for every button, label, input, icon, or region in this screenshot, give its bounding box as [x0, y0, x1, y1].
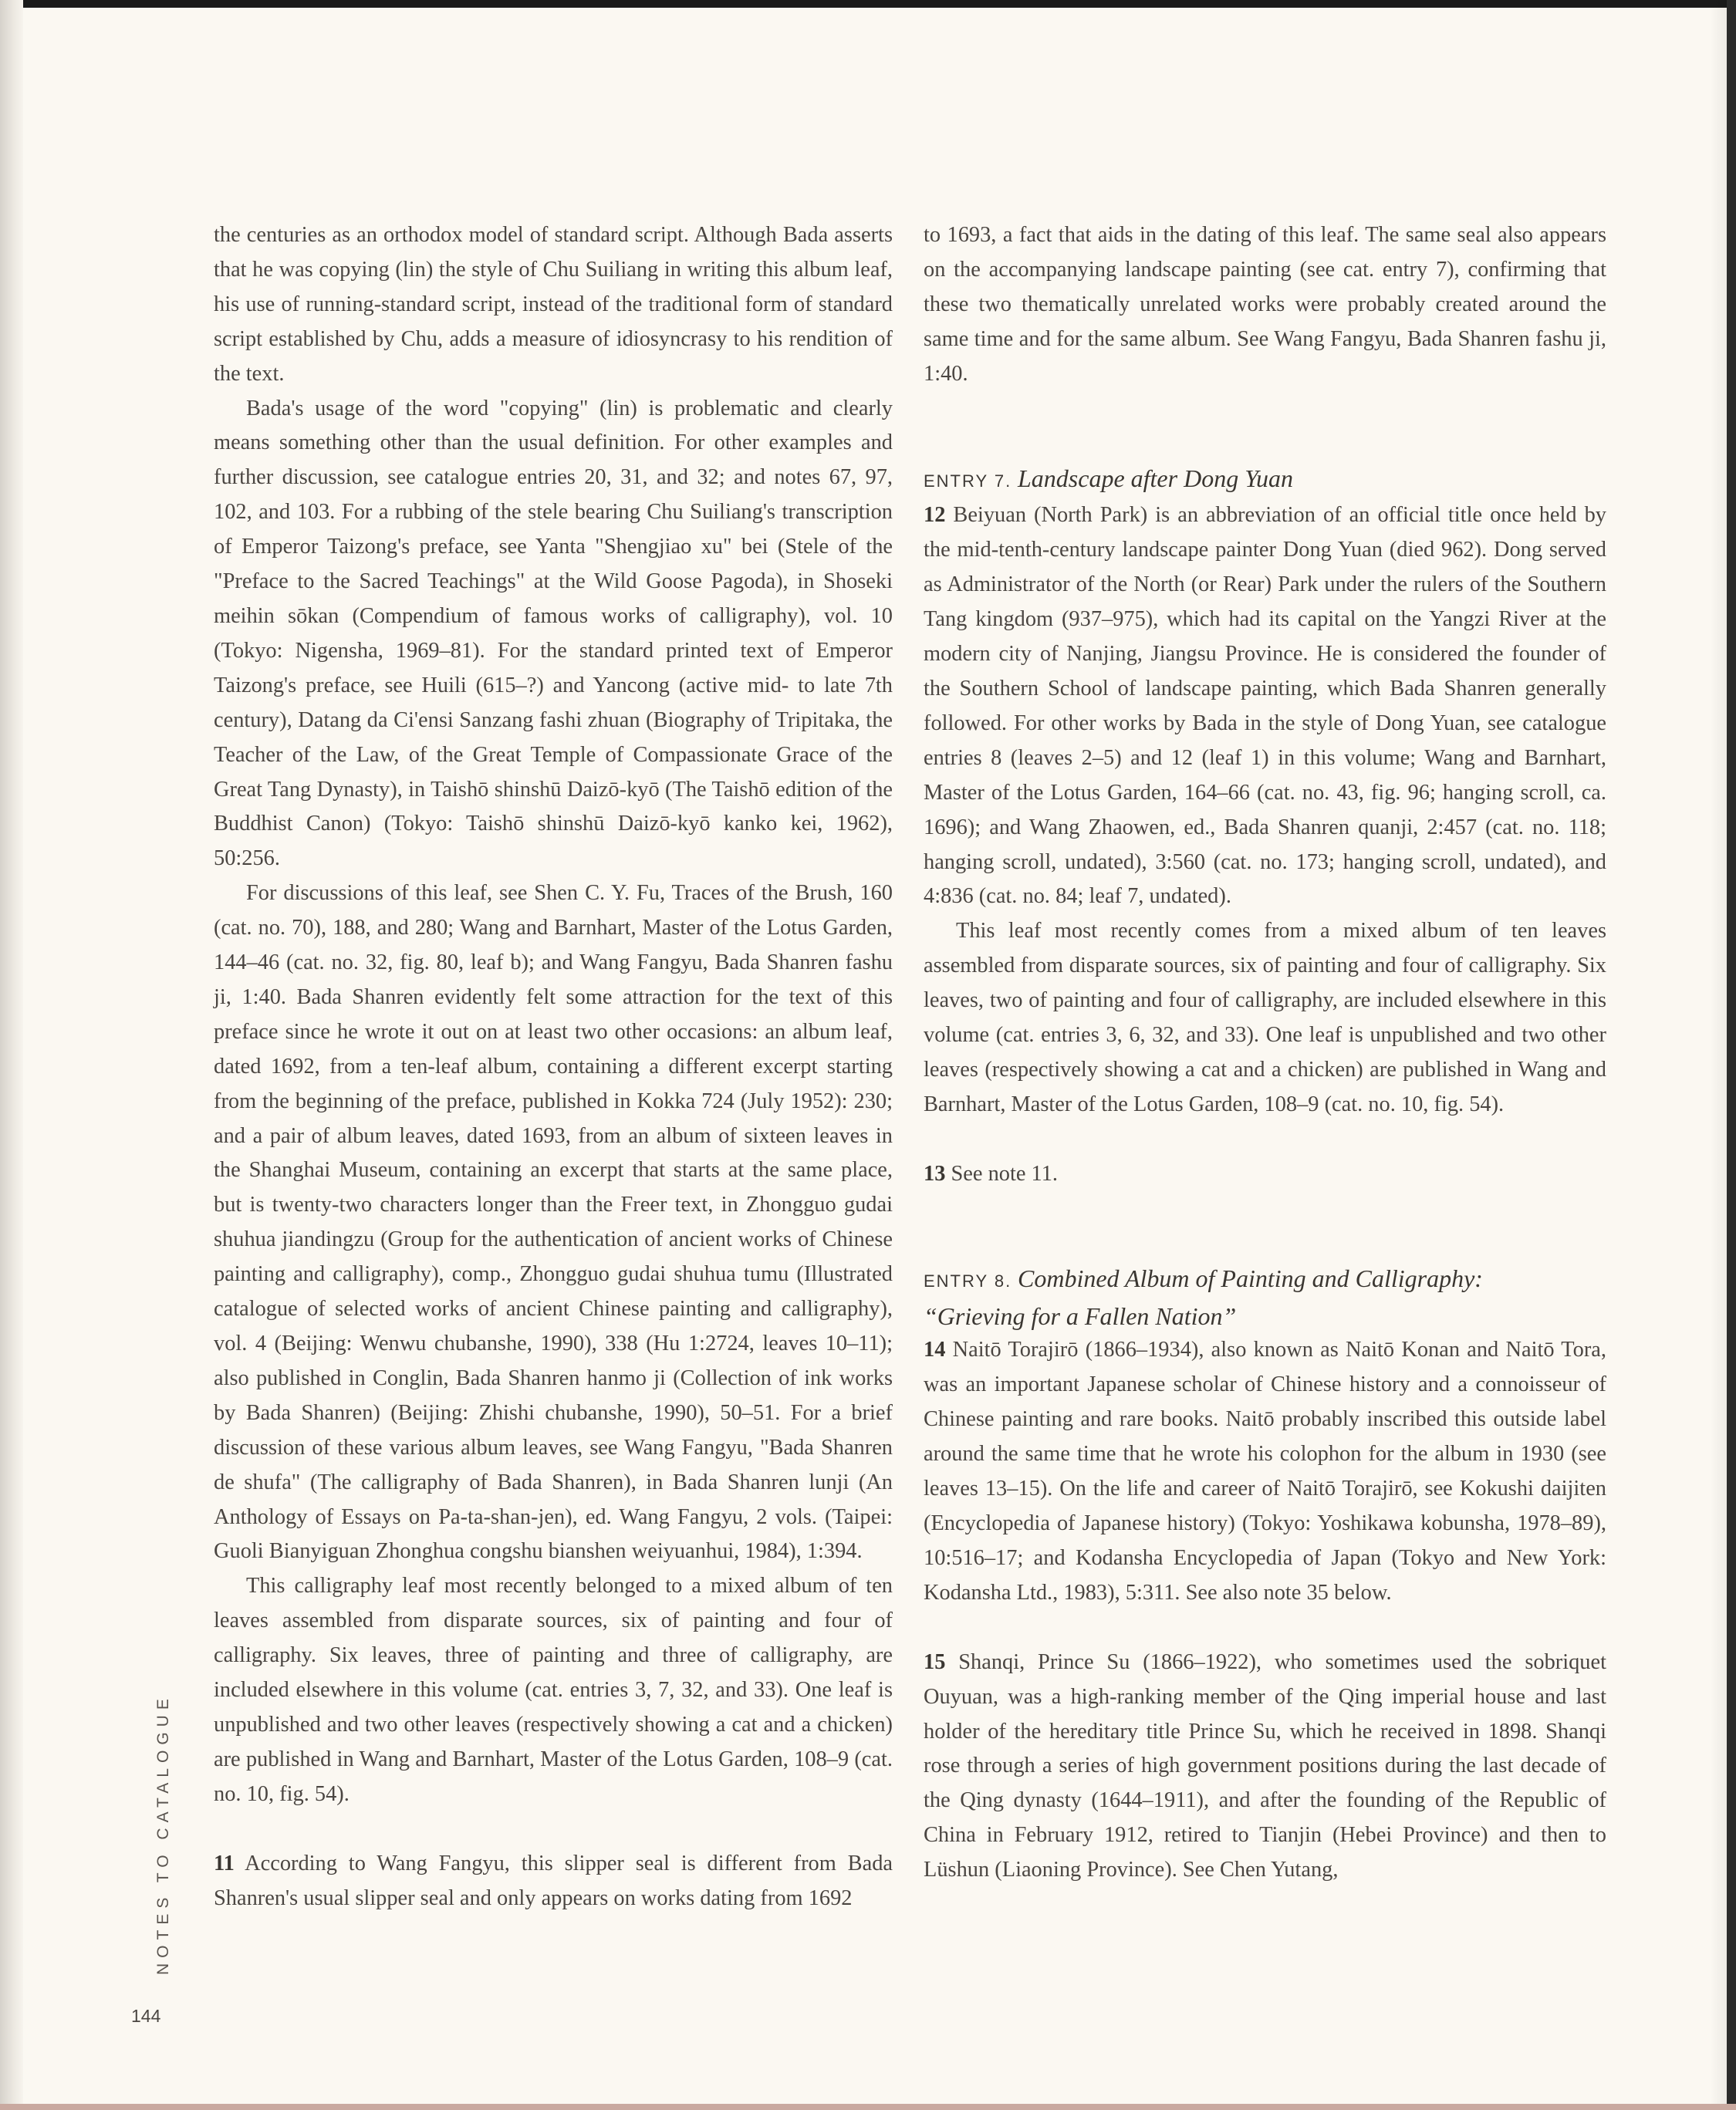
note-text: Naitō Torajirō (1866–1934), also known as Naitō Konan and Naitō Tora, was an important Japanese scholar of Chinese history and a connoisseur of Chinese painting and rare books. Naitō probably inscribed this outside label around the same time that he wrote his colophon for the album in 1930 (see leaves 13–15). On the life and career of Naitō Torajirō, see Kokushi daijiten (Encyclopedia of Japanese history) (Tokyo: Yoshikawa kobunsha, 1978–89), 10:516–17; and Kodansha Encyclopedia of Japan (Tokyo and New York: Kodansha Ltd., 1983), 5:311. See also note 35 below. — [924, 1338, 1606, 1605]
entry-label: ENTRY 8. — [924, 1271, 1012, 1291]
paragraph: This calligraphy leaf most recently belonged to a mixed album of ten leaves assembled from disparate sources, six of painting and four of calligraphy. Six leaves, three of painting and three of calligraphy, are included elsewhere in this volume (cat. entries 3, 7, 32, and 33). One leaf is unpublished and two other leaves (respectively showing a cat and a chicken) are published in Wang and Barnhart, Master of the Lotus Garden, 108–9 (cat. no. 10, fig. 54). — [214, 1574, 893, 1806]
note-13 — [924, 1157, 1606, 1192]
note-text: Beiyuan (North Park) is an abbreviation of an official title once held by the mid-tenth-century landscape painter Dong Yuan (died 962). Dong served as Administrator of the North (or Rear) Park under the rulers of the Southern Tang kingdom (937–975), which had its capital on the Yangzi River at the modern city of Nanjing, Jiangsu Province. He is considered the founder of the Southern School of landscape painting, which Bada Shanren generally followed. For other works by Bada in the style of Dong Yuan, see catalogue entries 8 (leaves 2–5) and 12 (leaf 1) in this volume; Wang and Barnhart, Master of the Lotus Garden, 164–66 (cat. no. 43, fig. 96; hanging scroll, ca. 1696); and Wang Zhaowen, ed., Bada Shanren quanji, 2:457 (cat. no. 118; hanging scroll, undated), 3:560 (cat. no. 173; hanging scroll, undated), and 4:836 (cat. no. 84; leaf 7, undated). — [924, 503, 1606, 909]
paragraph: This leaf most recently comes from a mixed album of ten leaves assembled from disparate sources, six of painting and four of calligraphy. Six leaves, two of painting and four of calligraphy, are included elsewhere in this volume (cat. entries 3, 6, 32, and 33). One leaf is unpublished and two other leaves (respectively showing a cat and a chicken) are published in Wang and Barnhart, Master of the Lotus Garden, 108–9 (cat. no. 10, fig. 54). — [924, 919, 1606, 1116]
section-side-label: NOTES TO CATALOGUE — [154, 1693, 172, 1975]
note-number: 13 — [924, 1161, 946, 1186]
note-number: 12 — [924, 503, 946, 528]
note-number: 11 — [214, 1851, 235, 1875]
entry-7-heading — [924, 461, 1606, 499]
right-column — [924, 218, 1606, 1888]
page-top-edge — [0, 0, 1736, 8]
entry-subtitle: “Grieving for a Fallen Nation” — [924, 1301, 1237, 1330]
entry-title: Landscape after Dong Yuan — [1017, 464, 1294, 492]
page-right-shadow — [1710, 0, 1727, 2110]
paragraph: to 1693, a fact that aids in the dating of this leaf. The same seal also appears on the accompanying landscape painting (see cat. entry 7), confirming that these two thematically unrelated works were probably created around the same time and for the same album. See Wang Fangyu, Bada Shanren fashu ji, 1:40. — [924, 223, 1606, 386]
note-text: According to Wang Fangyu, this slipper seal is different from Bada Shanren's usual slipper seal and only appears on works dating from 1692 — [214, 1851, 893, 1910]
note-11 — [214, 1847, 893, 1916]
entry-label: ENTRY 7. — [924, 471, 1012, 491]
paragraph: Bada's usage of the word "copying" (lin) is problematic and clearly means something other than the usual definition. For other examples and further discussion, see catalogue entries 20, 31, and 32; and notes 67, 97, 102, and 103. For a rubbing of the stele bearing Chu Suiliang's transcription of Emperor Taizong's preface, see Yanta "Shengjiao xu" bei (Stele of the "Preface to the Sacred Teachings" at the Wild Goose Pagoda), in Shoseki meihin sōkan (Compendium of famous works of calligraphy), vol. 10 (Tokyo: Nigensha, 1969–81). For the standard printed text of Emperor Taizong's preface, see Huili (615–?) and Yancong (active mid- to late 7th century), Datang da Ci'ensi Sanzang fashi zhuan (Biography of Tripitaka, the Teacher of the Law, of the Great Temple of Compassionate Grace of the Great Tang Dynasty), in Taishō shinshū Daizō-kyō (The Taishō edition of the Buddhist Canon) (Tokyo: Taishō shinshū Daizō-kyō kanko kei, 1962), 50:256. — [214, 396, 893, 871]
page-right-edge — [1727, 0, 1736, 2110]
page-bottom-edge — [0, 2104, 1736, 2110]
paragraph: the centuries as an orthodox model of standard script. Although Bada asserts that he was copying (lin) the style of Chu Suiliang in writing this album leaf, his use of running-standard script, instead of the traditional form of standard script established by Chu, adds a measure of idiosyncrasy to his rendition of the text. — [214, 223, 893, 386]
entry-title: Combined Album of Painting and Calligraphy: — [1017, 1264, 1483, 1292]
note-number: 14 — [924, 1338, 946, 1362]
note-text: Shanqi, Prince Su (1866–1922), who sometimes used the sobriquet Ouyuan, was a high-ranking member of the Qing imperial house and last holder of the hereditary title Prince Su, which he received in 1898. Shanqi rose through a series of high government positions during the last decade of the Qing dynasty (1644–1911), and after the founding of the Republic of China in February 1912, retired to Tianjin (Hebei Province) and then to Lüshun (Liaoning Province). See Chen Yutang, — [924, 1649, 1606, 1882]
note-number: 15 — [924, 1649, 946, 1674]
entry-8-heading — [924, 1261, 1606, 1334]
book-gutter — [0, 0, 23, 2110]
note-15 — [924, 1646, 1606, 1888]
page-number: 144 — [131, 2006, 161, 2026]
left-column — [214, 218, 893, 1916]
note-14 — [924, 1333, 1606, 1610]
note-text: See note 11. — [945, 1161, 1058, 1186]
note-12 — [924, 498, 1606, 914]
paragraph: For discussions of this leaf, see Shen C. Y. Fu, Traces of the Brush, 160 (cat. no. 70), 188, and 280; Wang and Barnhart, Master of the Lotus Garden, 144–46 (cat. no. 32, fig. 80, leaf b); and Wang Fangyu, Bada Shanren fashu ji, 1:40. Bada Shanren evidently felt some attraction for the text of this preface since he wrote it out on at least two other occasions: an album leaf, dated 1692, from a ten-leaf album, containing a different excerpt starting from the beginning of the preface, published in Kokka 724 (July 1952): 230; and a pair of album leaves, dated 1693, from an album of sixteen leaves in the Shanghai Museum, containing an excerpt that starts at the same place, but is twenty-two characters longer than the Freer text, in Zhongguo gudai shuhua jiandingzu (Group for the authentication of ancient works of Chinese painting and calligraphy), comp., Zhongguo gudai shuhua tumu (Illustrated catalogue of selected works of ancient Chinese painting and calligraphy), vol. 4 (Beijing: Wenwu chubanshe, 1990), 338 (Hu 1:2724, leaves 10–11); also published in Conglin, Bada Shanren hanmo ji (Collection of ink works by Bada Shanren) (Beijing: Zhishi chubanshe, 1990), 50–51. For a brief discussion of these various album leaves, see Wang Fangyu, "Bada Shanren de shufa" (The calligraphy of Bada Shanren), in Bada Shanren lunji (An Anthology of Essays on Pa-ta-shan-jen), ed. Wang Fangyu, 2 vols. (Taipei: Guoli Bianyiguan Zhonghua congshu bianshen weiyuanhui, 1984), 1:394. — [214, 881, 893, 1564]
